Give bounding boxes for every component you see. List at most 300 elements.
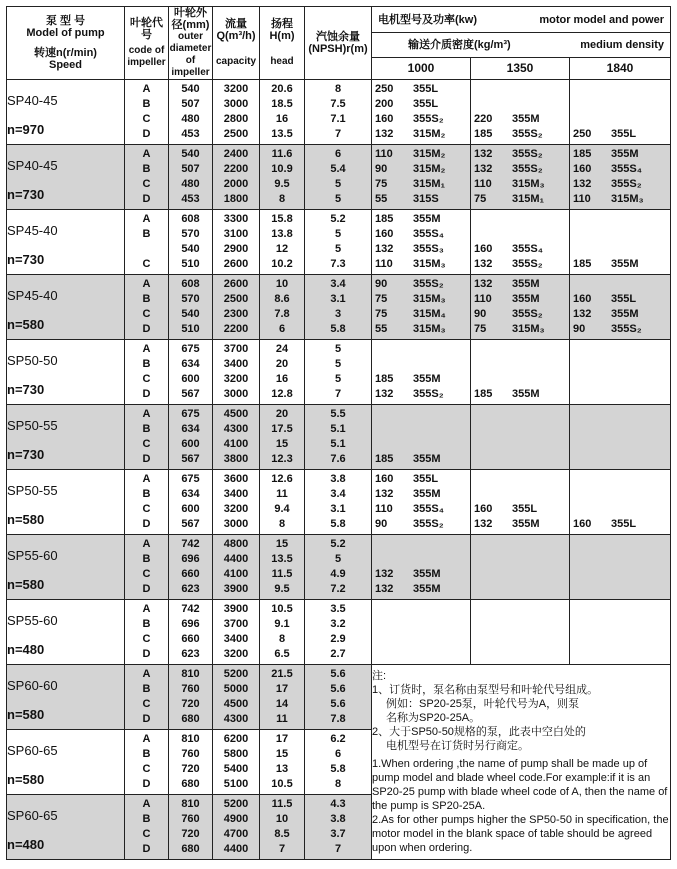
capacity-value: 2900 <box>223 243 249 255</box>
capacity-cell <box>213 730 260 795</box>
head-value: 17 <box>275 683 289 695</box>
motor-model: 355M <box>611 148 639 160</box>
capacity-value: 3700 <box>223 343 249 355</box>
motor-entry <box>570 257 670 272</box>
capacity-value: 2400 <box>223 148 249 160</box>
motor-model: 355M <box>413 453 441 465</box>
motor-power: 132 <box>474 518 493 530</box>
motor-model: 355L <box>611 518 637 530</box>
impeller-code-value: D <box>142 518 151 530</box>
motor-entry <box>570 567 670 582</box>
outer-diameter-cell <box>169 340 213 405</box>
pump-spec-sheet <box>6 6 670 862</box>
motor-entry <box>471 192 569 207</box>
pump-model-cell <box>7 340 125 405</box>
header-density-1000: 1000 <box>372 57 471 79</box>
capacity-value: 4300 <box>223 423 249 435</box>
capacity-value: 3400 <box>223 358 249 370</box>
motor-entry <box>570 552 670 567</box>
outer-diameter-value: 675 <box>181 343 200 355</box>
motor-entry <box>471 162 569 177</box>
outer-diameter-value: 480 <box>181 113 200 125</box>
motor-entry <box>570 192 670 207</box>
outer-diameter-value: 608 <box>181 213 200 225</box>
capacity-value: 5800 <box>223 748 249 760</box>
npsh-cell <box>305 145 372 210</box>
motor-model: 355S₂ <box>512 308 543 320</box>
head-value: 13.8 <box>271 228 293 240</box>
motor-entry <box>471 277 569 292</box>
header-head <box>260 7 305 80</box>
npsh-value: 5.8 <box>330 323 346 335</box>
head-value: 8 <box>278 518 286 530</box>
pump-group-row <box>7 80 671 145</box>
outer-diameter-value: 742 <box>181 603 200 615</box>
impeller-code-value: A <box>142 473 151 485</box>
outer-diameter-cell <box>169 405 213 470</box>
pump-group-row <box>7 405 671 470</box>
head-value: 9.4 <box>274 503 290 515</box>
outer-diameter-value: 634 <box>181 488 200 500</box>
pump-model: SP50-50 <box>7 353 58 368</box>
impeller-code-cell <box>125 600 169 665</box>
outer-diameter-value: 810 <box>181 733 200 745</box>
pump-model: SP60-65 <box>7 743 58 758</box>
pump-performance-table <box>6 6 671 860</box>
motor-model: 315M₁ <box>413 178 446 190</box>
motor-1000-cell <box>372 210 471 275</box>
impeller-code-value: D <box>142 323 151 335</box>
pump-model: SP55-60 <box>7 613 58 628</box>
motor-power: 185 <box>573 258 592 270</box>
motor-entry <box>570 487 670 502</box>
motor-power: 110 <box>375 148 393 160</box>
motor-power: 132 <box>573 308 592 320</box>
motor-entry <box>372 472 470 487</box>
motor-1000-cell <box>372 405 471 470</box>
pump-group-row <box>7 535 671 600</box>
motor-power: 200 <box>375 98 394 110</box>
head-cell <box>260 340 305 405</box>
motor-entry <box>372 227 470 242</box>
pump-model: SP60-60 <box>7 678 58 693</box>
outer-diameter-value: 600 <box>181 438 200 450</box>
head-value: 11.6 <box>271 148 293 160</box>
impeller-code-value: B <box>142 98 151 110</box>
motor-entry <box>372 147 470 162</box>
npsh-value: 7.3 <box>330 258 346 270</box>
motor-entry <box>471 127 569 142</box>
motor-entry <box>372 257 470 272</box>
npsh-value: 3.1 <box>330 503 346 515</box>
npsh-value: 7 <box>334 843 342 855</box>
motor-1350-cell <box>471 405 570 470</box>
pump-model-cell <box>7 600 125 665</box>
head-value: 15 <box>275 748 289 760</box>
impeller-code-value: C <box>142 698 151 710</box>
motor-model: 355S₄ <box>512 243 543 255</box>
npsh-value: 5.1 <box>330 423 346 435</box>
motor-power: 132 <box>474 258 493 270</box>
npsh-value: 3.5 <box>330 603 346 615</box>
outer-diameter-value: 567 <box>181 453 200 465</box>
npsh-value: 7.8 <box>330 713 346 725</box>
impeller-code-value: D <box>142 648 151 660</box>
impeller-code-cell <box>125 340 169 405</box>
motor-1350-cell <box>471 535 570 600</box>
motor-power: 110 <box>474 178 492 190</box>
motor-power: 90 <box>474 308 487 320</box>
motor-entry <box>372 387 470 402</box>
npsh-value: 6 <box>334 148 342 160</box>
motor-entry <box>570 97 670 112</box>
motor-power: 160 <box>474 503 493 515</box>
motor-entry <box>570 177 670 192</box>
motor-model: 315M₃ <box>611 193 644 205</box>
header-motor <box>372 7 671 33</box>
head-value: 15 <box>275 438 289 450</box>
motor-model: 355M <box>611 258 639 270</box>
capacity-cell <box>213 340 260 405</box>
outer-diameter-value: 510 <box>181 258 200 270</box>
npsh-value: 5 <box>334 193 342 205</box>
pump-speed: n=480 <box>7 837 45 852</box>
npsh-value: 7.6 <box>330 453 346 465</box>
header-density <box>372 33 671 57</box>
motor-1000-cell <box>372 80 471 145</box>
outer-diameter-cell <box>169 600 213 665</box>
npsh-cell <box>305 665 372 730</box>
motor-entry <box>372 97 470 112</box>
pump-model-cell <box>7 535 125 600</box>
outer-diameter-value: 696 <box>181 553 200 565</box>
npsh-value: 5 <box>334 358 342 370</box>
motor-power: 185 <box>474 388 493 400</box>
motor-power: 110 <box>573 193 591 205</box>
motor-power: 75 <box>474 323 487 335</box>
npsh-value: 7.1 <box>330 113 346 125</box>
motor-model: 355M <box>413 373 441 385</box>
pump-model-cell <box>7 665 125 730</box>
npsh-cell <box>305 405 372 470</box>
npsh-cell <box>305 600 372 665</box>
head-value: 13.5 <box>271 128 293 140</box>
head-value: 16 <box>275 113 289 125</box>
motor-entry <box>372 452 470 467</box>
motor-model: 315M₂ <box>413 148 446 160</box>
motor-entry <box>471 227 569 242</box>
pump-model-cell <box>7 275 125 340</box>
pump-model-cell <box>7 210 125 275</box>
impeller-code-value: B <box>142 683 151 695</box>
motor-model: 315M₁ <box>512 193 545 205</box>
outer-diameter-cell <box>169 145 213 210</box>
capacity-cell <box>213 600 260 665</box>
capacity-cell <box>213 210 260 275</box>
pump-group-row <box>7 210 671 275</box>
impeller-code-value: A <box>142 603 151 615</box>
outer-diameter-cell <box>169 795 213 860</box>
outer-diameter-value: 540 <box>181 243 200 255</box>
motor-model: 315M₂ <box>413 163 446 175</box>
motor-entry <box>471 407 569 422</box>
outer-diameter-value: 760 <box>181 813 200 825</box>
impeller-code-value: A <box>142 343 151 355</box>
pump-speed: n=580 <box>7 317 45 332</box>
motor-entry <box>372 502 470 517</box>
motor-power: 185 <box>474 128 493 140</box>
motor-entry <box>570 147 670 162</box>
motor-model: 355S₂ <box>611 178 642 190</box>
capacity-value: 4500 <box>223 408 249 420</box>
motor-entry <box>372 582 470 597</box>
outer-diameter-value: 608 <box>181 278 200 290</box>
impeller-code-value: C <box>142 828 151 840</box>
motor-entry <box>372 517 470 532</box>
capacity-value: 4400 <box>223 843 249 855</box>
motor-entry <box>570 162 670 177</box>
npsh-cell <box>305 80 372 145</box>
pump-model-cell <box>7 80 125 145</box>
motor-model: 355M <box>413 568 441 580</box>
header-capacity <box>213 7 260 80</box>
motor-entry <box>570 112 670 127</box>
motor-entry <box>372 487 470 502</box>
npsh-value: 5.8 <box>330 518 346 530</box>
npsh-value: 5 <box>334 178 342 190</box>
capacity-cell <box>213 145 260 210</box>
impeller-code-value: B <box>142 293 151 305</box>
npsh-value: 3.1 <box>330 293 346 305</box>
notes-cn-1b: 例如：SP20-25泵，叶轮代号为A，则泵 <box>386 698 580 710</box>
motor-entry <box>471 487 569 502</box>
header-npsh <box>305 7 372 80</box>
npsh-value: 7.5 <box>330 98 346 110</box>
motor-entry <box>372 632 470 647</box>
impeller-code-cell <box>125 535 169 600</box>
motor-1000-cell <box>372 470 471 535</box>
head-cell <box>260 145 305 210</box>
motor-entry <box>372 617 470 632</box>
capacity-value: 5400 <box>223 763 249 775</box>
motor-entry <box>372 277 470 292</box>
motor-entry <box>471 357 569 372</box>
head-cell <box>260 665 305 730</box>
outer-diameter-value: 810 <box>181 668 200 680</box>
notes-cn-2: 2、大于SP50-50规格的泵，此表中空白处的 <box>372 726 586 738</box>
motor-entry <box>570 372 670 387</box>
motor-model: 355L <box>611 128 637 140</box>
notes-en-1: 1.When ordering ,the name of pump shall be made up of pump model and blade wheel code.For example:if it is an SP20-25 pump with blade wheel code of A, then the name of the pump is SP20-25A. <box>372 758 668 812</box>
head-value: 9.1 <box>274 618 290 630</box>
capacity-value: 3900 <box>223 603 249 615</box>
motor-entry <box>570 452 670 467</box>
head-value: 20 <box>275 358 289 370</box>
motor-entry <box>570 307 670 322</box>
impeller-code-value: A <box>142 83 151 95</box>
npsh-cell <box>305 275 372 340</box>
impeller-code-value: B <box>142 748 151 760</box>
outer-diameter-value: 742 <box>181 538 200 550</box>
pump-model: SP40-45 <box>7 93 58 108</box>
motor-power: 75 <box>474 193 487 205</box>
header-speed-en: Speed <box>48 59 82 71</box>
motor-model: 355M <box>413 213 441 225</box>
motor-model: 355M <box>413 583 441 595</box>
motor-entry <box>372 212 470 227</box>
head-value: 7.8 <box>274 308 290 320</box>
npsh-value: 8 <box>334 778 342 790</box>
npsh-value: 5 <box>334 243 342 255</box>
motor-power: 55 <box>375 323 388 335</box>
motor-model: 315M₂ <box>413 128 446 140</box>
motor-entry <box>372 537 470 552</box>
motor-1000-cell <box>372 275 471 340</box>
outer-diameter-cell <box>169 730 213 795</box>
motor-entry <box>471 82 569 97</box>
header-head-en: head <box>270 56 294 67</box>
motor-power: 132 <box>474 278 493 290</box>
motor-entry <box>471 307 569 322</box>
motor-power: 250 <box>375 83 394 95</box>
npsh-value: 5 <box>334 373 342 385</box>
motor-entry <box>570 632 670 647</box>
motor-power: 160 <box>375 473 394 485</box>
capacity-cell <box>213 535 260 600</box>
impeller-code-value: C <box>142 258 151 270</box>
head-cell <box>260 795 305 860</box>
motor-1350-cell <box>471 80 570 145</box>
npsh-value: 6 <box>334 748 342 760</box>
motor-entry <box>471 112 569 127</box>
npsh-value: 7 <box>334 128 342 140</box>
motor-entry <box>570 537 670 552</box>
npsh-value: 5.8 <box>330 763 346 775</box>
motor-model: 355L <box>413 98 439 110</box>
impeller-code-cell <box>125 665 169 730</box>
head-value: 8 <box>278 193 286 205</box>
header-row-1 <box>7 7 671 33</box>
outer-diameter-value: 720 <box>181 698 200 710</box>
motor-model: 355L <box>413 473 439 485</box>
pump-group-row <box>7 470 671 535</box>
motor-entry <box>471 552 569 567</box>
motor-entry <box>471 517 569 532</box>
capacity-value: 1800 <box>223 193 249 205</box>
head-value: 11.5 <box>271 798 293 810</box>
npsh-value: 5.6 <box>330 668 346 680</box>
motor-power: 132 <box>375 388 394 400</box>
pump-model-cell <box>7 795 125 860</box>
impeller-code-value: B <box>142 488 151 500</box>
outer-diameter-value: 696 <box>181 618 200 630</box>
impeller-code-value: B <box>142 618 151 630</box>
pump-model: SP55-60 <box>7 548 58 563</box>
motor-entry <box>471 257 569 272</box>
head-value: 9.5 <box>274 178 290 190</box>
head-value: 12.8 <box>271 388 293 400</box>
motor-power: 220 <box>474 113 493 125</box>
motor-1350-cell <box>471 275 570 340</box>
motor-entry <box>570 422 670 437</box>
capacity-value: 3100 <box>223 228 249 240</box>
motor-entry <box>570 472 670 487</box>
outer-diameter-value: 540 <box>181 308 200 320</box>
header-outer-diameter-cn: 叶轮外径(mm) <box>171 7 210 31</box>
impeller-code-value: B <box>142 553 151 565</box>
npsh-value: 5.5 <box>330 408 346 420</box>
motor-entry <box>372 242 470 257</box>
motor-1840-cell <box>570 145 671 210</box>
capacity-value: 4300 <box>223 713 249 725</box>
impeller-code-value: C <box>142 633 151 645</box>
npsh-value: 5 <box>334 343 342 355</box>
motor-entry <box>372 437 470 452</box>
motor-entry <box>570 602 670 617</box>
head-value: 18.5 <box>271 98 293 110</box>
impeller-code-value: A <box>142 278 151 290</box>
outer-diameter-value: 720 <box>181 763 200 775</box>
motor-entry <box>471 342 569 357</box>
capacity-cell <box>213 665 260 730</box>
motor-power: 160 <box>474 243 493 255</box>
impeller-code-cell <box>125 80 169 145</box>
motor-entry <box>570 227 670 242</box>
npsh-cell <box>305 795 372 860</box>
pump-model: SP40-45 <box>7 158 58 173</box>
capacity-cell <box>213 795 260 860</box>
motor-model: 355L <box>611 293 637 305</box>
header-density-1840: 1840 <box>570 57 671 79</box>
motor-1840-cell <box>570 535 671 600</box>
motor-entry <box>570 357 670 372</box>
motor-entry <box>570 82 670 97</box>
motor-entry <box>570 387 670 402</box>
outer-diameter-value: 760 <box>181 748 200 760</box>
motor-entry <box>570 517 670 532</box>
motor-model: 355S₂ <box>413 278 444 290</box>
motor-1350-cell <box>471 145 570 210</box>
pump-speed: n=730 <box>7 382 45 397</box>
motor-model: 355S₂ <box>413 388 444 400</box>
motor-entry <box>570 647 670 662</box>
impeller-code-cell <box>125 210 169 275</box>
motor-power: 132 <box>474 148 493 160</box>
motor-1000-cell <box>372 600 471 665</box>
motor-1840-cell <box>570 80 671 145</box>
npsh-cell <box>305 730 372 795</box>
motor-entry <box>471 632 569 647</box>
header-capacity-en: capacity <box>215 56 257 67</box>
head-value: 13.5 <box>271 553 293 565</box>
motor-model: 355L <box>413 83 439 95</box>
outer-diameter-value: 507 <box>181 98 200 110</box>
capacity-value: 3400 <box>223 633 249 645</box>
head-value: 13 <box>275 763 289 775</box>
header-outer-diameter-en: outer diameter of impeller <box>169 31 212 78</box>
impeller-code-value: D <box>142 713 151 725</box>
impeller-code-value: A <box>142 733 151 745</box>
motor-entry <box>570 617 670 632</box>
npsh-value: 5.4 <box>330 163 346 175</box>
motor-power: 160 <box>375 113 394 125</box>
header-motor-en: motor model and power <box>539 13 665 26</box>
head-value: 15.8 <box>271 213 293 225</box>
impeller-code-cell <box>125 405 169 470</box>
outer-diameter-value: 600 <box>181 503 200 515</box>
npsh-cell <box>305 470 372 535</box>
motor-entry <box>570 437 670 452</box>
